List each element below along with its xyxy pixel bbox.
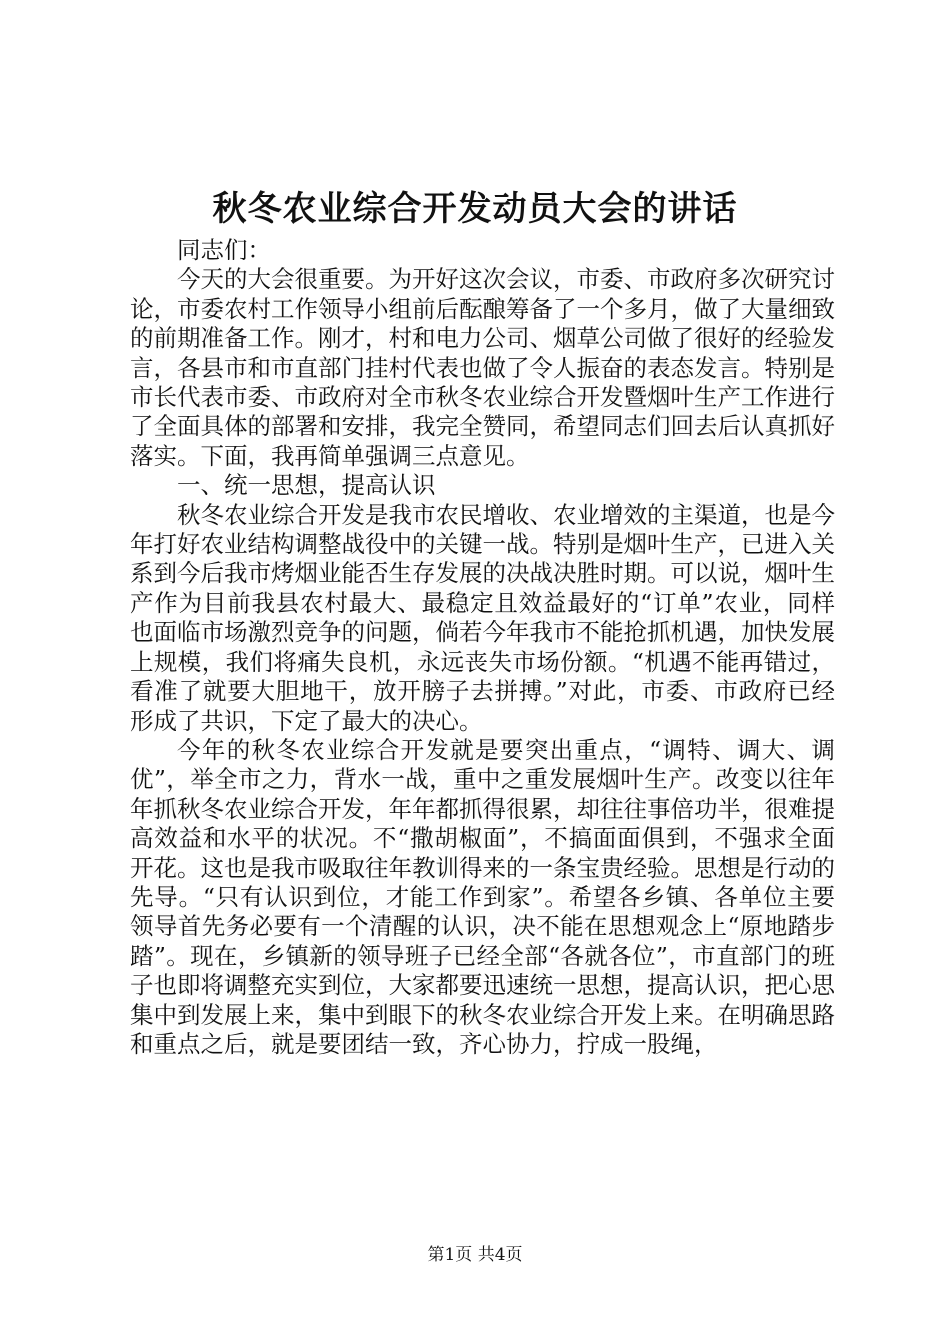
document-body: [130, 236, 835, 1059]
body-paragraph: 秋冬农业综合开发是我市农民增收、农业增效的主渠道，也是今年打好农业结构调整战役中的关键一战。特别是烟叶生产，已进入关系到今后我市烤烟业能否生存发展的决战决胜时期。可以说，烟叶生产作为目前我县农村最大、最稳定且效益最好的“订单”农业，同样也面临市场激烈竞争的问题，倘若今年我市不能抢抓机遇，加快发展上规模，我们将痛失良机，永远丧失市场份额。“机遇不能再错过，看准了就要大胆地干，放开膀子去拼搏。”对此，市委、市政府已经形成了共识，下定了最大的决心。: [130, 500, 835, 735]
section-heading: 一、统一思想，提高认识: [177, 471, 436, 500]
salutation-paragraph: 同志们：: [177, 236, 271, 264]
body-paragraph: 今天的大会很重要。为开好这次会议，市委、市政府多次研究讨论，市委农村工作领导小组前后酝酿筹备了一个多月，做了大量细致的前期准备工作。刚才，村和电力公司、烟草公司做了很好的经验发言，各县市和市直部门挂村代表也做了令人振奋的表态发言。特别是市长代表市委、市政府对全市秋冬农业综合开发暨烟叶生产工作进行了全面具体的部署和安排，我完全赞同，希望同志们回去后认真抓好落实。下面，我再简单强调三点意见。: [130, 265, 835, 470]
document-title: 秋冬农业综合开发动员大会的讲话: [212, 189, 738, 229]
body-paragraph: 今年的秋冬农业综合开发就是要突出重点，“调特、调大、调优”，举全市之力，背水一战，重中之重发展烟叶生产。改变以往年年抓秋冬农业综合开发，年年都抓得很累，却往往事倍功半，很难提高效益和水平的状况。不“撒胡椒面”，不搞面面俱到，不强求全面开花。这也是我市吸取往年教训得来的一条宝贵经验。思想是行动的先导。“只有认识到位，才能工作到家”。希望各乡镇、各单位主要领导首先务必要有一个清醒的认识，决不能在思想观念上“原地踏步踏”。现在，乡镇新的领导班子已经全部“各就各位”，市直部门的班子也即将调整充实到位，大家都要迅速统一思想，提高认识，把心思集中到发展上来，集中到眼下的秋冬农业综合开发上来。在明确思路和重点之后，就是要团结一致，齐心协力，拧成一股绳，: [130, 735, 835, 1058]
page-number-footer: 第1页 共4页: [427, 1245, 523, 1265]
